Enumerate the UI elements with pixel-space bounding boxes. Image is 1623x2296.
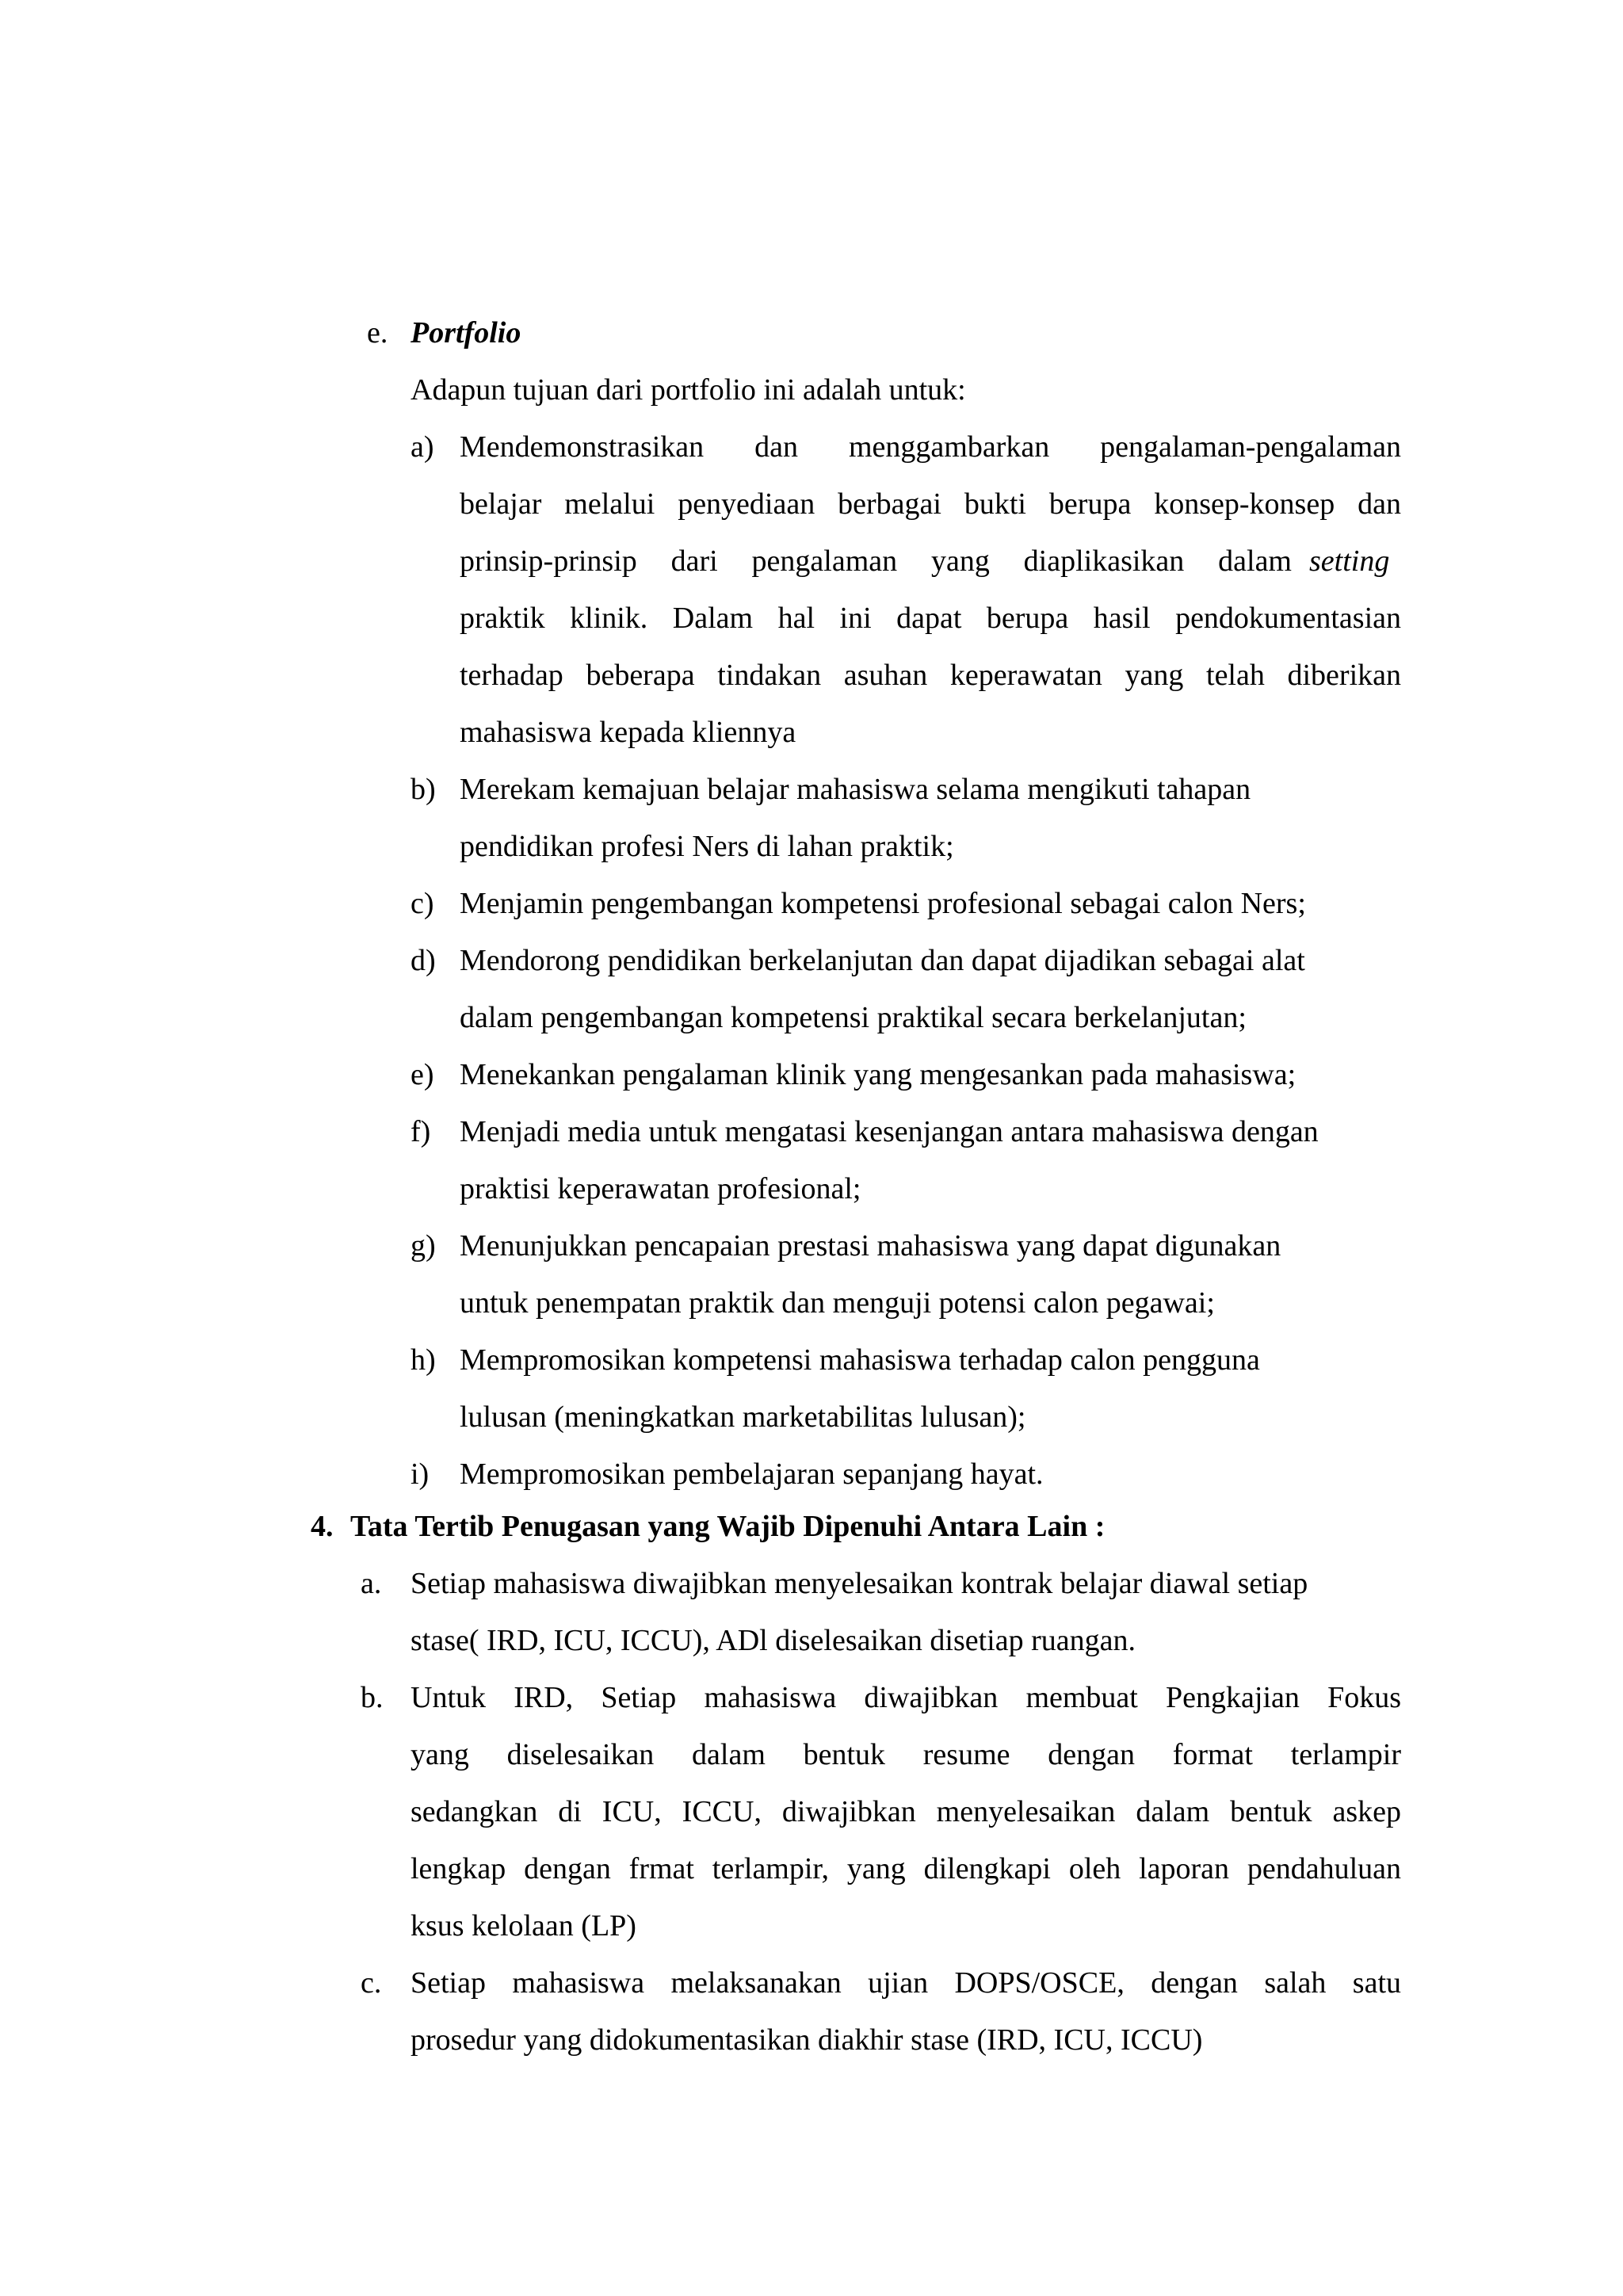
list-item-line: untuk penempatan praktik dan menguji potensi calon pegawai; bbox=[460, 1286, 1215, 1320]
section-4-marker: 4. bbox=[311, 1510, 334, 1543]
list-item-marker: g) bbox=[411, 1229, 436, 1263]
list-item-marker: d) bbox=[411, 944, 436, 977]
list-item-line: lulusan (meningkatkan marketabilitas lulusan); bbox=[460, 1400, 1026, 1434]
list-item-line: Mendemonstrasikan dan menggambarkan pengalaman-pengalaman bbox=[460, 430, 1401, 464]
list-item-marker: c) bbox=[411, 887, 434, 920]
list-item-marker: b) bbox=[411, 773, 436, 806]
section-e-marker: e. bbox=[367, 316, 388, 350]
list-item-line: Merekam kemajuan belajar mahasiswa selama mengikuti tahapan bbox=[460, 773, 1251, 806]
list-item-marker: i) bbox=[411, 1457, 430, 1491]
list-item-marker: e) bbox=[411, 1058, 434, 1091]
list-item-line: pendidikan profesi Ners di lahan praktik; bbox=[460, 830, 954, 863]
list-item-line: Menjadi media untuk mengatasi kesenjangan antara mahasiswa dengan bbox=[460, 1115, 1319, 1148]
list-item-marker: a. bbox=[361, 1567, 382, 1600]
list-item-line: prosedur yang didokumentasikan diakhir stase (IRD, ICU, ICCU) bbox=[411, 2023, 1203, 2057]
section-e-title: Portfolio bbox=[411, 316, 521, 350]
list-item-line: yang diselesaikan dalam bentuk resume dengan format terlampir bbox=[411, 1738, 1401, 1771]
list-item-line: Menunjukkan pencapaian prestasi mahasiswa yang dapat digunakan bbox=[460, 1229, 1281, 1263]
list-item-line: belajar melalui penyediaan berbagai bukti berupa konsep-konsep dan bbox=[460, 487, 1401, 521]
list-item-line: Setiap mahasiswa melaksanakan ujian DOPS/OSCE, dengan salah satu bbox=[411, 1966, 1401, 2000]
list-item-marker: c. bbox=[361, 1966, 382, 2000]
list-item-line: ksus kelolaan (LP) bbox=[411, 1909, 636, 1943]
list-item-marker: f) bbox=[411, 1115, 431, 1148]
list-item-line: Mempromosikan kompetensi mahasiswa terhadap calon pengguna bbox=[460, 1343, 1260, 1377]
list-item-line: prinsip-prinsip dari pengalaman yang diaplikasikan dalam bbox=[460, 544, 1292, 578]
list-item-line: sedangkan di ICU, ICCU, diwajibkan menyelesaikan dalam bentuk askep bbox=[411, 1795, 1401, 1828]
section-4-title: Tata Tertib Penugasan yang Wajib Dipenuhi Antara Lain : bbox=[350, 1510, 1106, 1543]
list-item-line: Menjamin pengembangan kompetensi profesional sebagai calon Ners; bbox=[460, 887, 1306, 920]
list-item-line: Untuk IRD, Setiap mahasiswa diwajibkan membuat Pengkajian Fokus bbox=[411, 1681, 1401, 1714]
list-item-marker: h) bbox=[411, 1343, 436, 1377]
list-item-line: praktik klinik. Dalam hal ini dapat berupa hasil pendokumentasian bbox=[460, 602, 1401, 635]
list-item-marker: a) bbox=[411, 430, 434, 464]
list-item-line: lengkap dengan frmat terlampir, yang dilengkapi oleh laporan pendahuluan bbox=[411, 1852, 1401, 1885]
list-item-line: stase( IRD, ICU, ICCU), ADl diselesaikan disetiap ruangan. bbox=[411, 1624, 1136, 1657]
list-item-line: dalam pengembangan kompetensi praktikal secara berkelanjutan; bbox=[460, 1001, 1247, 1034]
list-item-line: mahasiswa kepada kliennya bbox=[460, 716, 796, 749]
list-item-line: terhadap beberapa tindakan asuhan keperawatan yang telah diberikan bbox=[460, 659, 1401, 692]
list-item-line: Menekankan pengalaman klinik yang mengesankan pada mahasiswa; bbox=[460, 1058, 1296, 1091]
italic-word: setting bbox=[1309, 544, 1390, 578]
list-item-line: Setiap mahasiswa diwajibkan menyelesaikan kontrak belajar diawal setiap bbox=[411, 1567, 1308, 1600]
section-e-intro: Adapun tujuan dari portfolio ini adalah untuk: bbox=[411, 373, 966, 407]
list-item-marker: b. bbox=[361, 1681, 384, 1714]
list-item-line: Mendorong pendidikan berkelanjutan dan dapat dijadikan sebagai alat bbox=[460, 944, 1305, 977]
list-item-line: praktisi keperawatan profesional; bbox=[460, 1172, 861, 1205]
list-item-line: Mempromosikan pembelajaran sepanjang hayat. bbox=[460, 1457, 1044, 1491]
